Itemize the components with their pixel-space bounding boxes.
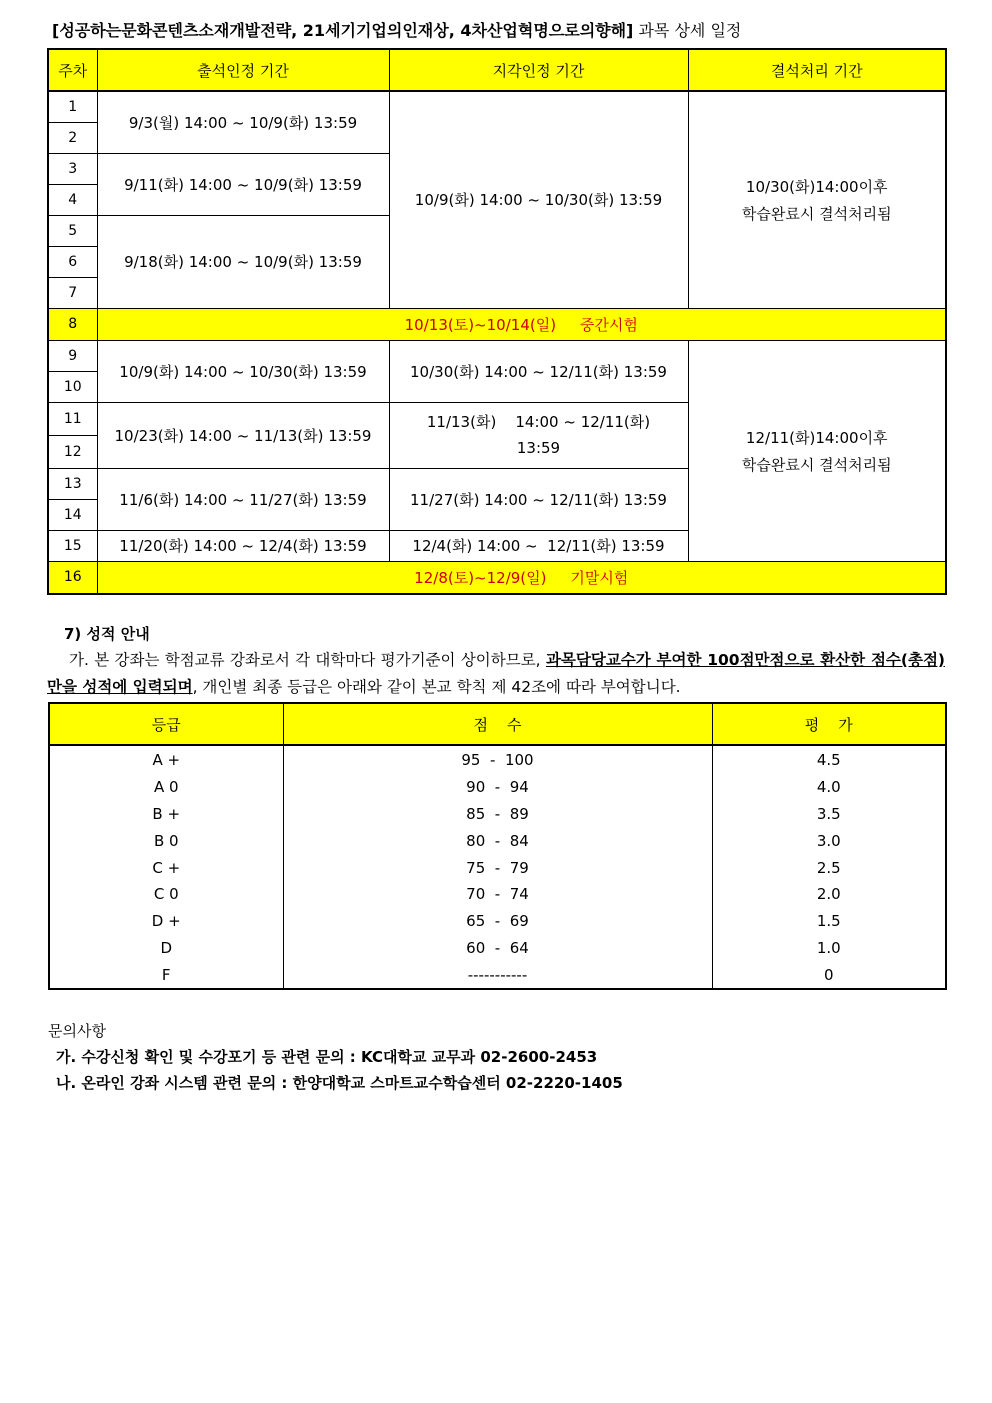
attend-period: 9/11(화) 14:00 ~ 10/9(화) 13:59 bbox=[97, 153, 389, 215]
grade-table bbox=[48, 702, 947, 990]
week-cell: 5 bbox=[48, 215, 97, 246]
grade-point: 2.5 bbox=[712, 854, 946, 881]
week-cell: 12 bbox=[48, 435, 97, 468]
absent-note: 학습완료시 결석처리됨 bbox=[741, 204, 892, 223]
absent-period bbox=[688, 340, 946, 561]
grade-letter: D bbox=[49, 935, 283, 962]
week-cell: 1 bbox=[48, 91, 97, 122]
course-names: [성공하는문화콘텐츠소재개발전략, 21세기기업의인재상, 4차산업혁명으로의향해] bbox=[52, 21, 634, 40]
grading-section-title: 7) 성적 안내 bbox=[64, 625, 150, 643]
grade-point: 4.0 bbox=[712, 774, 946, 801]
grade-score-range: 90 - 94 bbox=[283, 774, 712, 801]
attend-period: 9/18(화) 14:00 ~ 10/9(화) 13:59 bbox=[97, 215, 389, 308]
grade-row bbox=[49, 774, 946, 801]
grade-row bbox=[49, 961, 946, 989]
title-suffix: 과목 상세 일정 bbox=[633, 21, 742, 40]
attend-period: 9/3(월) 14:00 ~ 10/9(화) 13:59 bbox=[97, 91, 389, 153]
grade-letter: A 0 bbox=[49, 774, 283, 801]
week-cell: 15 bbox=[48, 530, 97, 561]
grade-score-range: 95 - 100 bbox=[283, 745, 712, 774]
attend-period: 10/23(화) 14:00 ~ 11/13(화) 13:59 bbox=[97, 402, 389, 468]
grade-score-range: 65 - 69 bbox=[283, 908, 712, 935]
header-score: 점 수 bbox=[283, 703, 712, 745]
midterm-exam: 10/13(토)~10/14(일) 중간시험 bbox=[97, 308, 946, 340]
grade-point: 1.5 bbox=[712, 908, 946, 935]
late-period: 10/30(화) 14:00 ~ 12/11(화) 13:59 bbox=[389, 340, 688, 402]
grade-score-range: 75 - 79 bbox=[283, 854, 712, 881]
week-cell: 8 bbox=[48, 308, 97, 340]
contact-line: 나. 온라인 강좌 시스템 관련 문의 : 한양대학교 스마트교수학습센터 02-2220-1405 bbox=[56, 1074, 623, 1092]
para-end: , 개인별 최종 등급은 아래와 같이 본교 학칙 제 42조에 따라 부여합니다. bbox=[192, 678, 681, 696]
header-point: 평 가 bbox=[712, 703, 946, 745]
grade-letter: F bbox=[49, 961, 283, 989]
final-exam: 12/8(토)~12/9(일) 기말시험 bbox=[97, 561, 946, 594]
grade-row bbox=[49, 745, 946, 774]
absent-start: 10/30(화)14:00이후 bbox=[745, 177, 888, 196]
week-cell: 16 bbox=[48, 561, 97, 594]
late-period: 10/9(화) 14:00 ~ 10/30(화) 13:59 bbox=[389, 91, 688, 308]
week-cell: 10 bbox=[48, 371, 97, 402]
grade-row bbox=[49, 827, 946, 854]
para-underlined: 과목담당교수가 부여한 100점만점으로 환산한 점수(총점)만을 성적에 입력되며 bbox=[47, 651, 946, 696]
grade-point: 3.5 bbox=[712, 801, 946, 828]
grade-letter: D + bbox=[49, 908, 283, 935]
grade-score-range: 85 - 89 bbox=[283, 801, 712, 828]
week-cell: 9 bbox=[48, 340, 97, 371]
grade-score-range: 60 - 64 bbox=[283, 935, 712, 962]
week-cell: 4 bbox=[48, 184, 97, 215]
header-absent: 결석처리 기간 bbox=[688, 49, 946, 91]
header-attend: 출석인정 기간 bbox=[97, 49, 389, 91]
grade-row bbox=[49, 854, 946, 881]
late-period: 11/27(화) 14:00 ~ 12/11(화) 13:59 bbox=[389, 468, 688, 530]
grade-letter: B 0 bbox=[49, 827, 283, 854]
schedule-title bbox=[52, 20, 741, 42]
week-cell: 3 bbox=[48, 153, 97, 184]
header-grade: 등급 bbox=[49, 703, 283, 745]
late-period bbox=[389, 402, 688, 468]
grading-description bbox=[47, 647, 945, 701]
para-start: 가. 본 강좌는 학점교류 강좌로서 각 대학마다 평가기준이 상이하므로, bbox=[69, 651, 546, 669]
grade-score-range: ----------- bbox=[283, 961, 712, 989]
header-late: 지각인정 기간 bbox=[389, 49, 688, 91]
late-line2: 13:59 bbox=[516, 439, 561, 457]
grade-row bbox=[49, 935, 946, 962]
attend-period: 11/20(화) 14:00 ~ 12/4(화) 13:59 bbox=[97, 530, 389, 561]
absent-start: 12/11(화)14:00이후 bbox=[745, 428, 888, 447]
grade-point: 3.0 bbox=[712, 827, 946, 854]
absent-note: 학습완료시 결석처리됨 bbox=[741, 455, 892, 474]
late-line1: 11/13(화) 14:00 ~ 12/11(화) bbox=[426, 413, 651, 431]
header-week: 주차 bbox=[48, 49, 97, 91]
contact-line: 가. 수강신청 확인 및 수강포기 등 관련 문의 : KC대학교 교무과 02-2600-2453 bbox=[56, 1048, 598, 1066]
week-cell: 11 bbox=[48, 402, 97, 435]
contact-section bbox=[48, 1018, 623, 1096]
grade-letter: A + bbox=[49, 745, 283, 774]
grade-point: 1.0 bbox=[712, 935, 946, 962]
week-cell: 13 bbox=[48, 468, 97, 499]
attend-period: 11/6(화) 14:00 ~ 11/27(화) 13:59 bbox=[97, 468, 389, 530]
grade-score-range: 80 - 84 bbox=[283, 827, 712, 854]
grade-letter: C + bbox=[49, 854, 283, 881]
late-period: 12/4(화) 14:00 ~ 12/11(화) 13:59 bbox=[389, 530, 688, 561]
attend-period: 10/9(화) 14:00 ~ 10/30(화) 13:59 bbox=[97, 340, 389, 402]
grade-point: 0 bbox=[712, 961, 946, 989]
grade-letter: C 0 bbox=[49, 881, 283, 908]
contact-title: 문의사항 bbox=[48, 1022, 106, 1040]
grade-letter: B + bbox=[49, 801, 283, 828]
grade-score-range: 70 - 74 bbox=[283, 881, 712, 908]
week-cell: 14 bbox=[48, 499, 97, 530]
schedule-table bbox=[47, 48, 947, 595]
grade-row bbox=[49, 881, 946, 908]
grade-point: 4.5 bbox=[712, 745, 946, 774]
grade-row bbox=[49, 908, 946, 935]
grade-point: 2.0 bbox=[712, 881, 946, 908]
week-cell: 6 bbox=[48, 246, 97, 277]
grade-row bbox=[49, 801, 946, 828]
absent-period bbox=[688, 91, 946, 308]
week-cell: 7 bbox=[48, 277, 97, 308]
week-cell: 2 bbox=[48, 122, 97, 153]
